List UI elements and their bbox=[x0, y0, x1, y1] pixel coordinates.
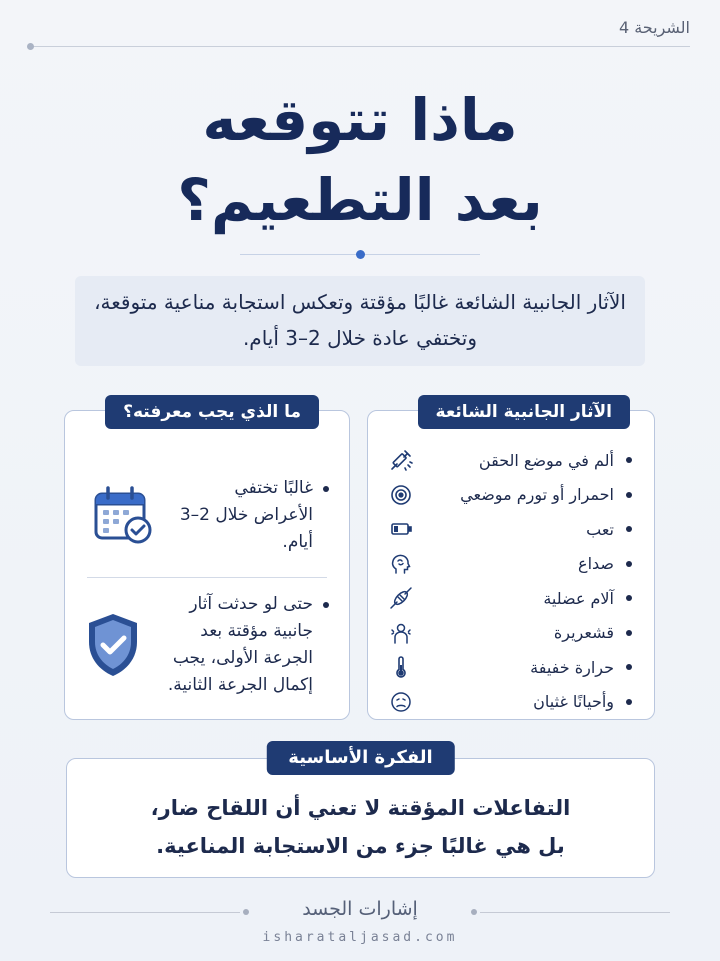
know-point-2 bbox=[85, 583, 329, 707]
page-title bbox=[0, 80, 720, 240]
muscle-icon bbox=[386, 583, 416, 613]
bullet bbox=[626, 699, 632, 705]
bullet bbox=[626, 526, 632, 532]
effect-label: ألم في موضع الحقن bbox=[478, 450, 614, 470]
title-divider-dot bbox=[356, 250, 365, 259]
list-item bbox=[386, 650, 632, 685]
list-item bbox=[386, 547, 632, 582]
syringe-icon bbox=[386, 445, 416, 475]
bullet bbox=[626, 630, 632, 636]
effect-label: قشعريرة bbox=[553, 623, 614, 643]
what-to-know-tag: ما الذي يجب معرفته؟ bbox=[105, 395, 319, 429]
know-point-1 bbox=[85, 459, 329, 571]
effect-label: وأحيانًا غثيان bbox=[533, 692, 614, 712]
know-point-text bbox=[173, 475, 329, 556]
effect-label: احمرار أو تورم موضعي bbox=[460, 485, 614, 505]
list-item bbox=[386, 581, 632, 616]
bullet bbox=[626, 664, 632, 670]
bullet bbox=[626, 492, 632, 498]
bullet bbox=[626, 561, 632, 567]
effect-label: آلام عضلية bbox=[543, 588, 614, 608]
side-effects-list bbox=[386, 443, 632, 719]
know-point-2-text: حتى لو حدثت آثار جانبية مؤقتة بعد الجرعة الأولى، يجب إكمال الجرعة الثانية. bbox=[167, 594, 313, 695]
bullet bbox=[323, 486, 329, 492]
redness-icon bbox=[386, 480, 416, 510]
side-effects-tag: الآثار الجانبية الشائعة bbox=[418, 395, 630, 429]
brand-name: إشارات الجسد bbox=[302, 898, 418, 920]
list-item bbox=[386, 443, 632, 478]
list-item bbox=[386, 478, 632, 513]
key-idea-text bbox=[67, 789, 654, 865]
list-item bbox=[386, 685, 632, 720]
key-idea-card bbox=[66, 747, 655, 878]
list-item bbox=[386, 512, 632, 547]
side-effects-card bbox=[367, 402, 655, 720]
know-point-1-text: غالبًا تختفي الأعراض خلال 2–3 أيام. bbox=[179, 477, 313, 552]
intro-text: الآثار الجانبية الشائعة غالبًا مؤقتة وتعكس استجابة مناعية متوقعة، وتختفي عادة خلال 2–3 أيام. bbox=[75, 276, 645, 366]
thermometer-icon bbox=[386, 652, 416, 682]
top-divider bbox=[30, 46, 690, 47]
shield-check-icon bbox=[73, 605, 153, 685]
slide-number: الشريحة 4 bbox=[618, 18, 690, 37]
bullet bbox=[626, 457, 632, 463]
effect-label: تعب bbox=[586, 519, 614, 539]
bullet bbox=[626, 595, 632, 601]
nausea-face-icon bbox=[386, 687, 416, 717]
what-to-know-card bbox=[64, 402, 350, 720]
bullet bbox=[323, 602, 329, 608]
chills-person-icon bbox=[386, 618, 416, 648]
head-brain-icon bbox=[386, 549, 416, 579]
site-url[interactable]: isharataljasad.com bbox=[262, 930, 458, 945]
title-line-2: بعد التطعيم؟ bbox=[177, 166, 543, 234]
key-idea-line-2: بل هي غالبًا جزء من الاستجابة المناعية. bbox=[156, 834, 565, 858]
know-divider bbox=[87, 577, 327, 578]
effect-label: صداع bbox=[578, 554, 614, 574]
calendar-check-icon bbox=[83, 475, 163, 555]
key-idea-line-1: التفاعلات المؤقتة لا تعني أن اللقاح ضار، bbox=[150, 796, 571, 820]
list-item bbox=[386, 616, 632, 651]
top-bar bbox=[30, 18, 690, 58]
know-point-text bbox=[163, 591, 329, 699]
title-line-1: ماذا تتوقعه bbox=[202, 86, 518, 154]
key-idea-tag: الفكرة الأساسية bbox=[266, 741, 454, 775]
top-divider-dot bbox=[27, 43, 34, 50]
effect-label: حرارة خفيفة bbox=[530, 657, 614, 677]
low-battery-icon bbox=[386, 514, 416, 544]
